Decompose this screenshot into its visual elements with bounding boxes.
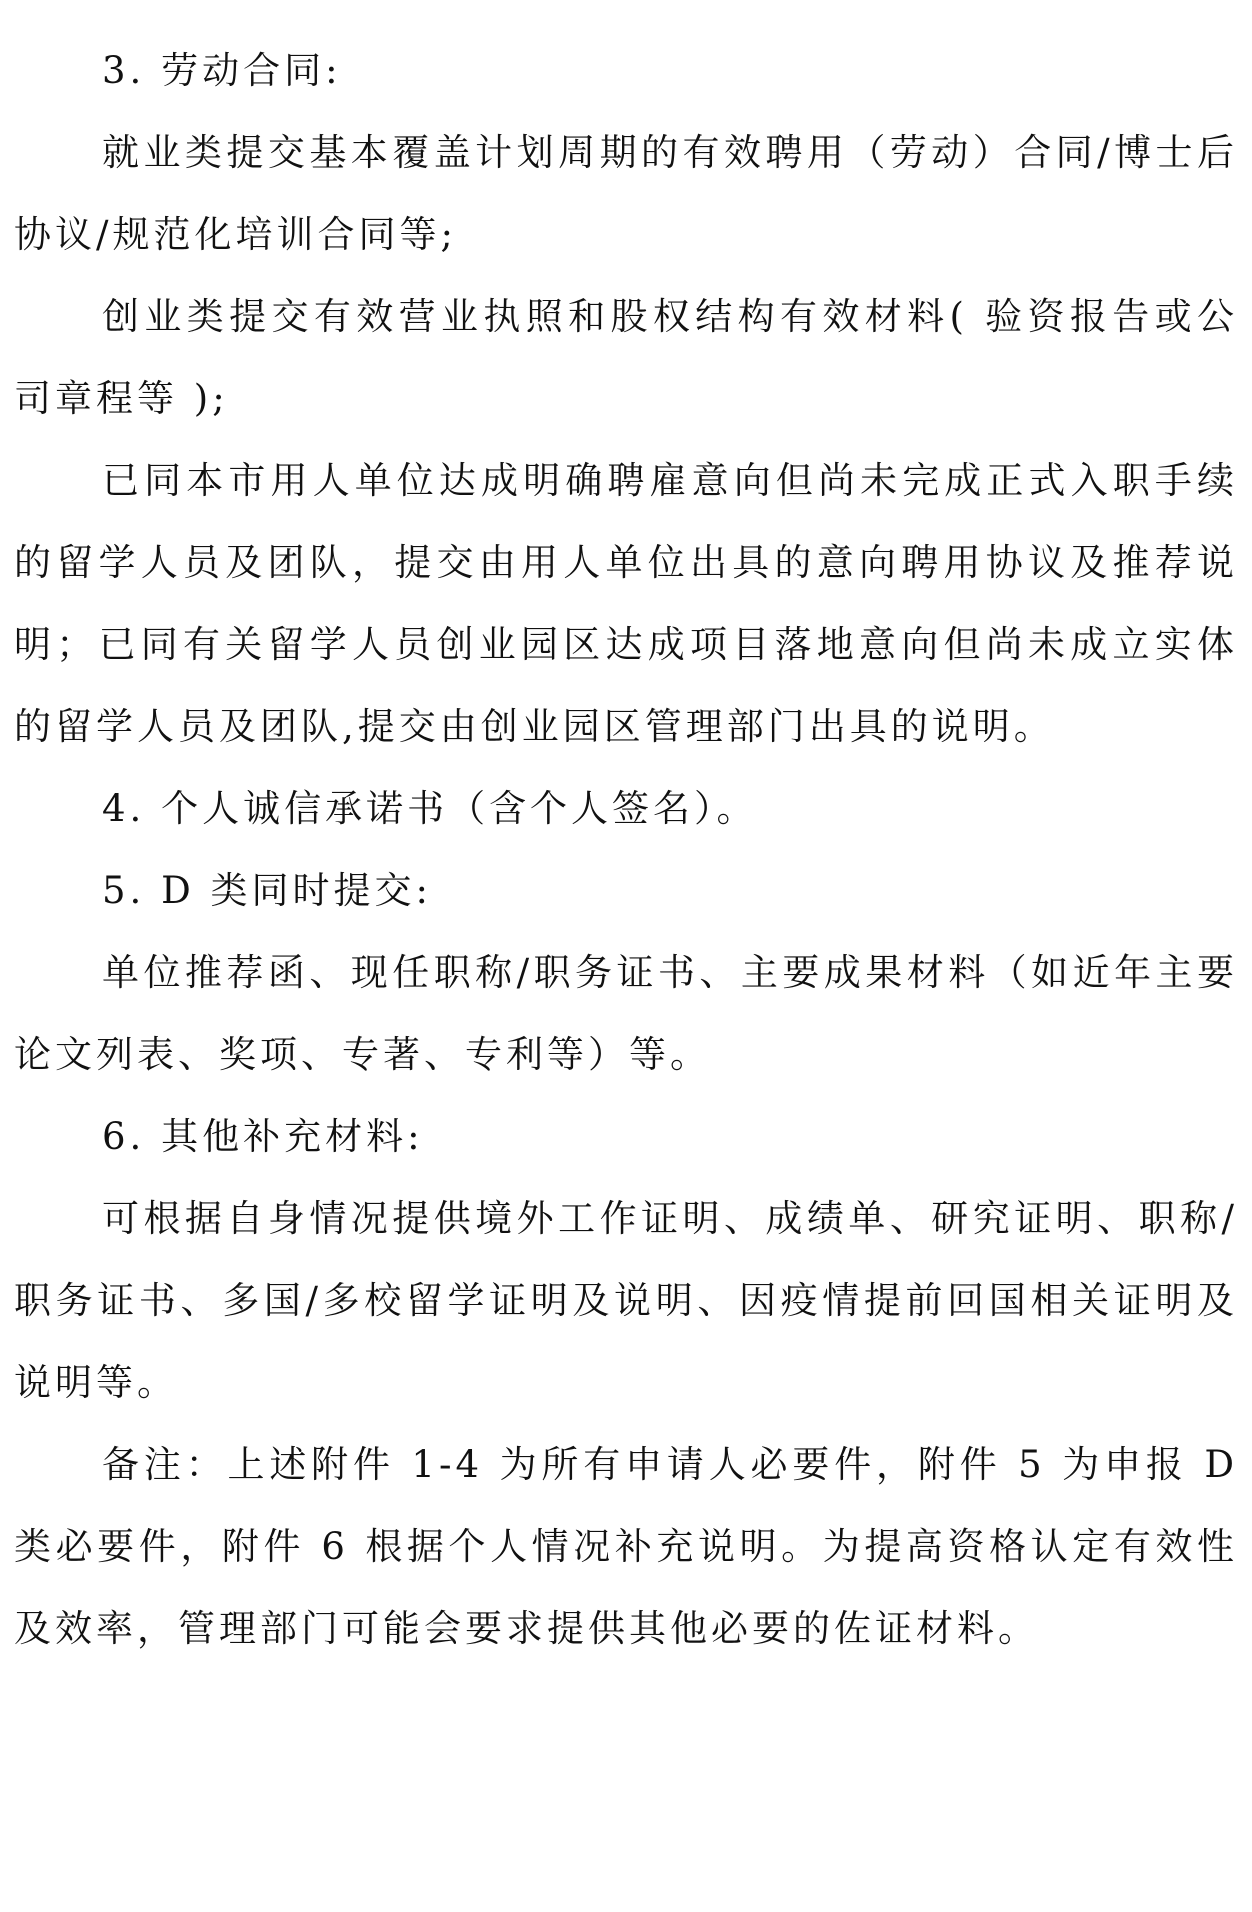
paragraph-intended-employment: 已同本市用人单位达成明确聘雇意向但尚未完成正式入职手续的留学人员及团队，提交由用人单位出具的意向聘用协议及推荐说明；已同有关留学人员创业园区达成项目落地意向但尚未成立实体的留学人员及团队,提交由创业园区管理部门出具的说明。 xyxy=(14,459,1238,748)
paragraph-remarks: 备注：上述附件 1-4 为所有申请人必要件，附件 5 为申报 D 类必要件，附件 6 根据个人情况补充说明。为提高资格认定有效性及效率，管理部门可能会要求提供其他必要的佐证材料。 xyxy=(14,1443,1238,1650)
section-heading-class-d: 5. D 类同时提交: xyxy=(102,869,432,912)
section-heading-labor-contract: 3. 劳动合同: xyxy=(102,49,342,92)
paragraph-class-d-materials: 单位推荐函、现任职称/职务证书、主要成果材料（如近年主要论文列表、奖项、专著、专利等）等。 xyxy=(14,951,1238,1076)
paragraph-supplementary-materials: 可根据自身情况提供境外工作证明、成绩单、研究证明、职称/职务证书、多国/多校留学证明及说明、因疫情提前回国相关证明及说明等。 xyxy=(14,1197,1238,1404)
section-heading-supplementary: 6. 其他补充材料: xyxy=(102,1115,424,1158)
section-heading-integrity-pledge: 4. 个人诚信承诺书（含个人签名）。 xyxy=(102,787,758,830)
paragraph-startup-license: 创业类提交有效营业执照和股权结构有效材料( 验资报告或公司章程等 ); xyxy=(14,295,1238,420)
paragraph-employment-contract: 就业类提交基本覆盖计划周期的有效聘用（劳动）合同/博士后协议/规范化培训合同等; xyxy=(14,131,1238,256)
